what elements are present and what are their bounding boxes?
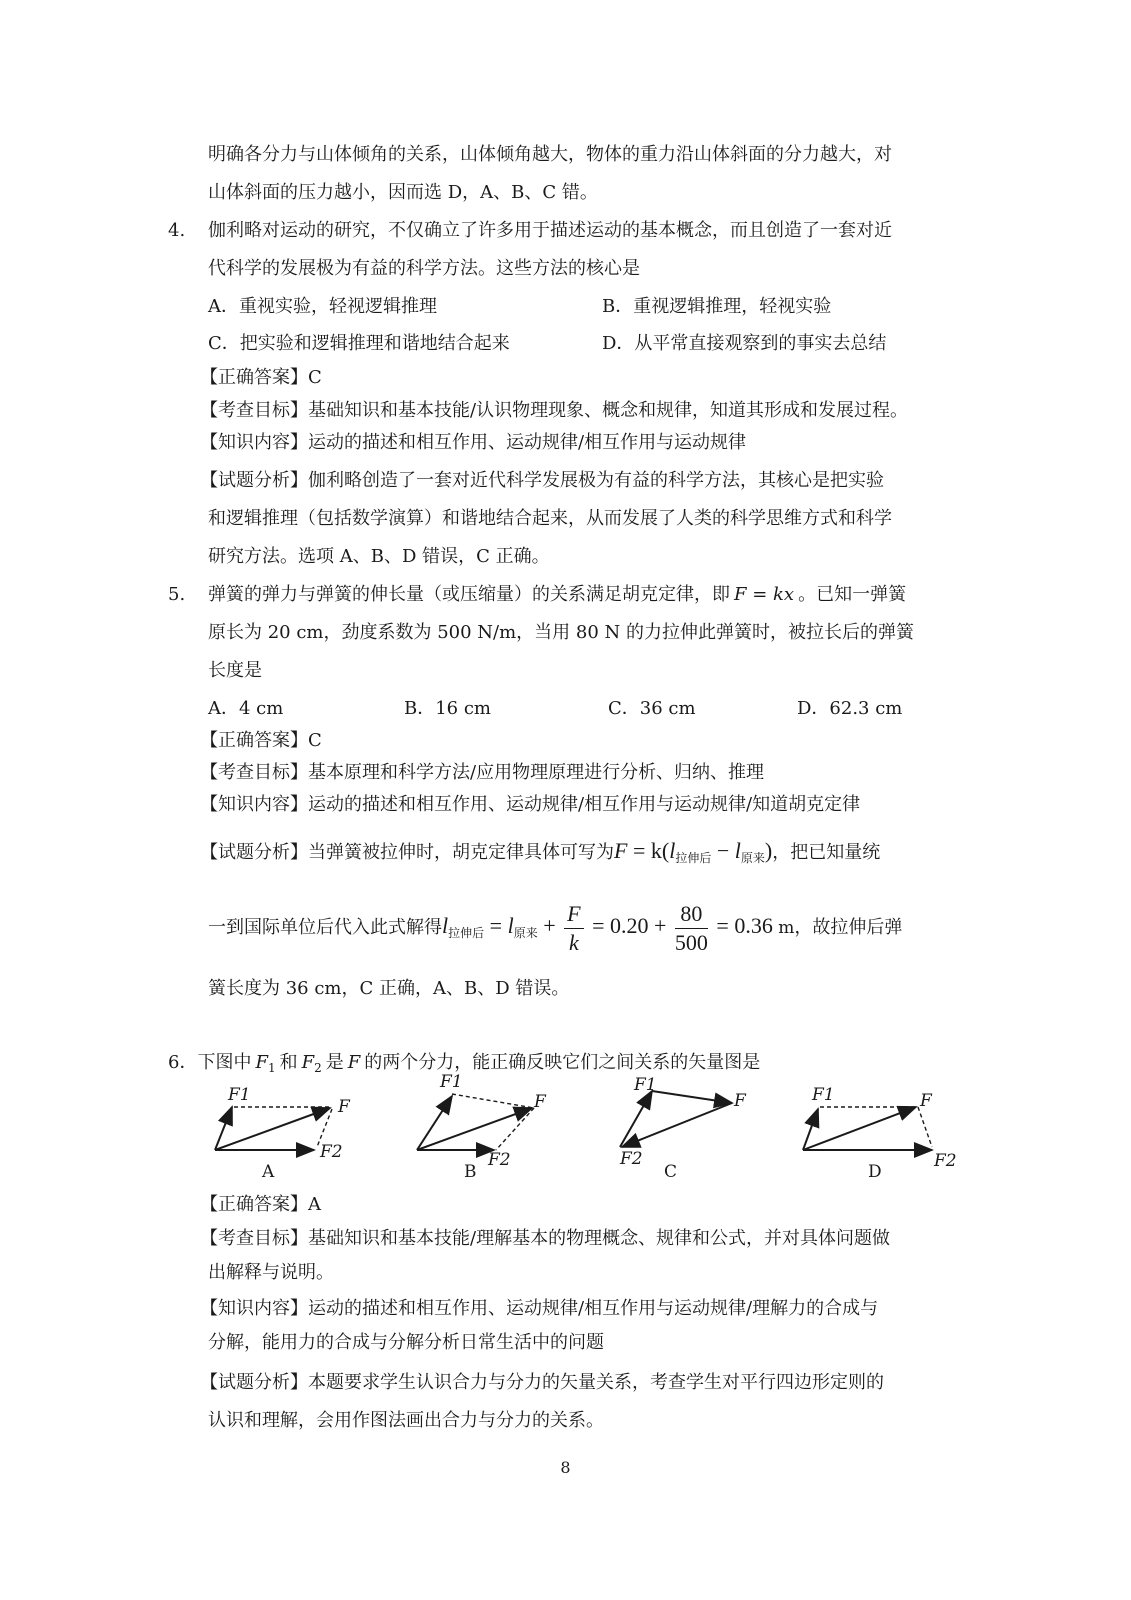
answer-value: C [308, 730, 322, 751]
q6-goal-line-2: 出解释与说明。 [208, 1262, 334, 1283]
analysis-text: 当弹簧被拉伸时，胡克定律具体可写为 [308, 842, 614, 863]
answer-tag: 【正确答案】 [200, 730, 308, 751]
label-f: F [534, 1092, 546, 1112]
q6-number: 6． [168, 1052, 198, 1073]
formula-sub-orig-2: 原来 [513, 926, 538, 940]
formula-l-orig: l [507, 913, 514, 938]
formula-minus: − [711, 838, 735, 863]
analysis-text-end: ，故拉伸后弹 [794, 917, 903, 938]
q5-option-b: B．16 cm [404, 698, 492, 719]
formula-plus: + [537, 913, 562, 938]
label-f1: F1 [812, 1085, 835, 1105]
label-f: F [338, 1097, 350, 1117]
formula-l-2: l [734, 838, 741, 863]
content-text: 运动的描述和相互作用、运动规律/相互作用与运动规律/知道胡克定律 [308, 794, 861, 815]
label-f: F [734, 1091, 746, 1111]
formula-eq-k: = k( [627, 838, 670, 863]
label-f1: F1 [228, 1085, 251, 1105]
q5-goal [200, 760, 764, 786]
q4-option-d: D．从平常直接观察到的事实去总结 [602, 333, 887, 354]
content-tag: 【知识内容】 [200, 794, 308, 815]
q6-content-line-1 [200, 1296, 878, 1322]
analysis-tag: 【试题分析】 [200, 470, 308, 491]
q4-option-c: C．把实验和逻辑推理和谐地结合起来 [208, 333, 510, 354]
content-tag: 【知识内容】 [200, 1298, 308, 1319]
q5-answer [200, 728, 322, 754]
formula-close: ) [764, 838, 773, 863]
q4-goal [200, 398, 908, 424]
analysis-tag: 【试题分析】 [200, 1372, 308, 1393]
label-b: B [464, 1162, 477, 1182]
formula-unit: m [772, 918, 795, 938]
analysis-text-end: ，把已知量统 [772, 842, 881, 863]
q6-stem: 6．下图中 $F_1$ 和 $F_2$ 是 F 的两个分力，能正确反映它们之间关系的矢量图是 [168, 1052, 761, 1075]
answer-tag: 【正确答案】 [200, 1194, 308, 1215]
vector-diagram-d [798, 1085, 958, 1182]
answer-value: A [308, 1194, 321, 1215]
content-text: 运动的描述和相互作用、运动规律/相互作用与运动规律/理解力的合成与 [308, 1298, 879, 1319]
label-f2: F2 [620, 1149, 643, 1169]
q4-option-a: A．重视实验，轻视逻辑推理 [208, 296, 437, 317]
q5-analysis-line-1 [200, 838, 880, 871]
analysis-text: 伽利略创造了一套对近代科学发展极为有益的科学方法，其核心是把实验 [308, 470, 884, 491]
hooke-formula: F = kx [734, 584, 795, 605]
q5-stem-line-1 [208, 582, 906, 608]
goal-tag: 【考查目标】 [200, 1228, 308, 1249]
q3-tail-line-1: 明确各分力与山体倾角的关系，山体倾角越大，物体的重力沿山体斜面的分力越大，对 [208, 144, 892, 165]
q5-stem-line-3: 长度是 [208, 660, 262, 681]
q4-number: 4. [168, 220, 186, 241]
q6-goal-line-1 [200, 1226, 890, 1252]
q4-stem-line-2: 代科学的发展极为有益的科学方法。这些方法的核心是 [208, 258, 640, 279]
q6-analysis-line-2: 认识和理解，会用作图法画出合力与分力的关系。 [208, 1410, 604, 1431]
q5-stem-text-end: 。已知一弹簧 [798, 584, 907, 605]
label-f2: F2 [320, 1142, 343, 1162]
q6-answer [200, 1192, 321, 1218]
label-a: A [262, 1162, 275, 1182]
formula-sub-after: 拉伸后 [675, 851, 712, 865]
q6-content-line-2: 分解，能用力的合成与分解分析日常生活中的问题 [208, 1332, 604, 1353]
analysis-tag: 【试题分析】 [200, 842, 308, 863]
formula-l-1: l [669, 838, 676, 863]
analysis-text: 本题要求学生认识合力与分力的矢量关系，考查学生对平行四边形定则的 [308, 1372, 884, 1393]
q4-option-b: B．重视逻辑推理，轻视实验 [602, 296, 832, 317]
q5-analysis-line-3: 簧长度为 36 cm，C 正确，A、B、D 错误。 [208, 978, 570, 999]
label-f: F [920, 1091, 932, 1111]
q4-analysis-line-2: 和逻辑推理（包括数学演算）和谐地结合起来，从而发展了人类的科学思维方式和科学 [208, 508, 892, 529]
q5-content [200, 792, 860, 818]
q5-option-a: A．4 cm [208, 698, 284, 719]
formula-value: = 0.20 + [586, 913, 672, 938]
q3-tail-line-2: 山体斜面的压力越小，因而选 D，A、B、C 错。 [208, 182, 598, 203]
vector-diagram-a [210, 1085, 360, 1182]
vector-diagram-c [612, 1075, 762, 1182]
label-c: C [664, 1162, 678, 1182]
q5-stem-line-2: 原长为 20 cm，劲度系数为 500 N/m，当用 80 N 的力拉伸此弹簧时，被拉长后的弹簧 [208, 622, 914, 643]
label-f2: F2 [488, 1150, 511, 1170]
answer-tag: 【正确答案】 [200, 367, 308, 388]
q4-stem-line-1: 伽利略对运动的研究，不仅确立了许多用于描述运动的基本概念，而且创造了一套对近 [208, 220, 892, 241]
goal-tag: 【考查目标】 [200, 400, 308, 421]
content-tag: 【知识内容】 [200, 432, 308, 453]
q5-option-d: D．62.3 cm [797, 698, 903, 719]
goal-tag: 【考查目标】 [200, 762, 308, 783]
page-number: 8 [560, 1458, 571, 1477]
fraction-80-over-500: $\frac{80}{500}$ [674, 900, 708, 955]
content-text: 运动的描述和相互作用、运动规律/相互作用与运动规律 [308, 432, 747, 453]
fraction-f-over-k: $\frac{F}{k}$ [564, 900, 583, 957]
answer-value: C [308, 367, 322, 388]
q5-stem-text: 弹簧的弹力与弹簧的伸长量（或压缩量）的关系满足胡克定律，即 [208, 584, 730, 605]
formula-result: = 0.36 [710, 913, 773, 938]
goal-text: 基础知识和基本技能/理解基本的物理概念、规律和公式，并对具体问题做 [308, 1228, 891, 1249]
formula-f: F [614, 838, 628, 863]
label-f1: F1 [634, 1075, 657, 1095]
goal-text: 基本原理和科学方法/应用物理原理进行分析、归纳、推理 [308, 762, 765, 783]
q4-analysis-line-3: 研究方法。选项 A、B、D 错误，C 正确。 [208, 546, 550, 567]
q5-analysis-line-2: 一到国际单位后代入此式解得$l_{拉伸后} = l_{原来}$ + $\frac{F}{k}$ = 0.20 + $\frac{80}{500}$ = 0.36 m，故拉伸后弹 [208, 900, 903, 955]
q6-analysis-line-1 [200, 1370, 884, 1396]
q4-analysis-line-1 [200, 468, 884, 494]
formula-sub-orig: 原来 [740, 851, 765, 865]
formula-sub-after-2: 拉伸后 [448, 926, 485, 940]
q4-content [200, 430, 746, 456]
formula-l-after: l [442, 913, 449, 938]
label-f1: F1 [440, 1072, 463, 1092]
q5-number: 5. [168, 584, 186, 605]
label-f2: F2 [934, 1151, 957, 1171]
q4-answer [200, 365, 322, 391]
vector-diagram-b [412, 1072, 562, 1182]
goal-text: 基础知识和基本技能/认识物理现象、概念和规律，知道其形成和发展过程。 [308, 400, 909, 421]
q5-option-c: C．36 cm [608, 698, 696, 719]
analysis-text: 一到国际单位后代入此式解得 [208, 917, 442, 938]
label-d: D [868, 1162, 882, 1182]
